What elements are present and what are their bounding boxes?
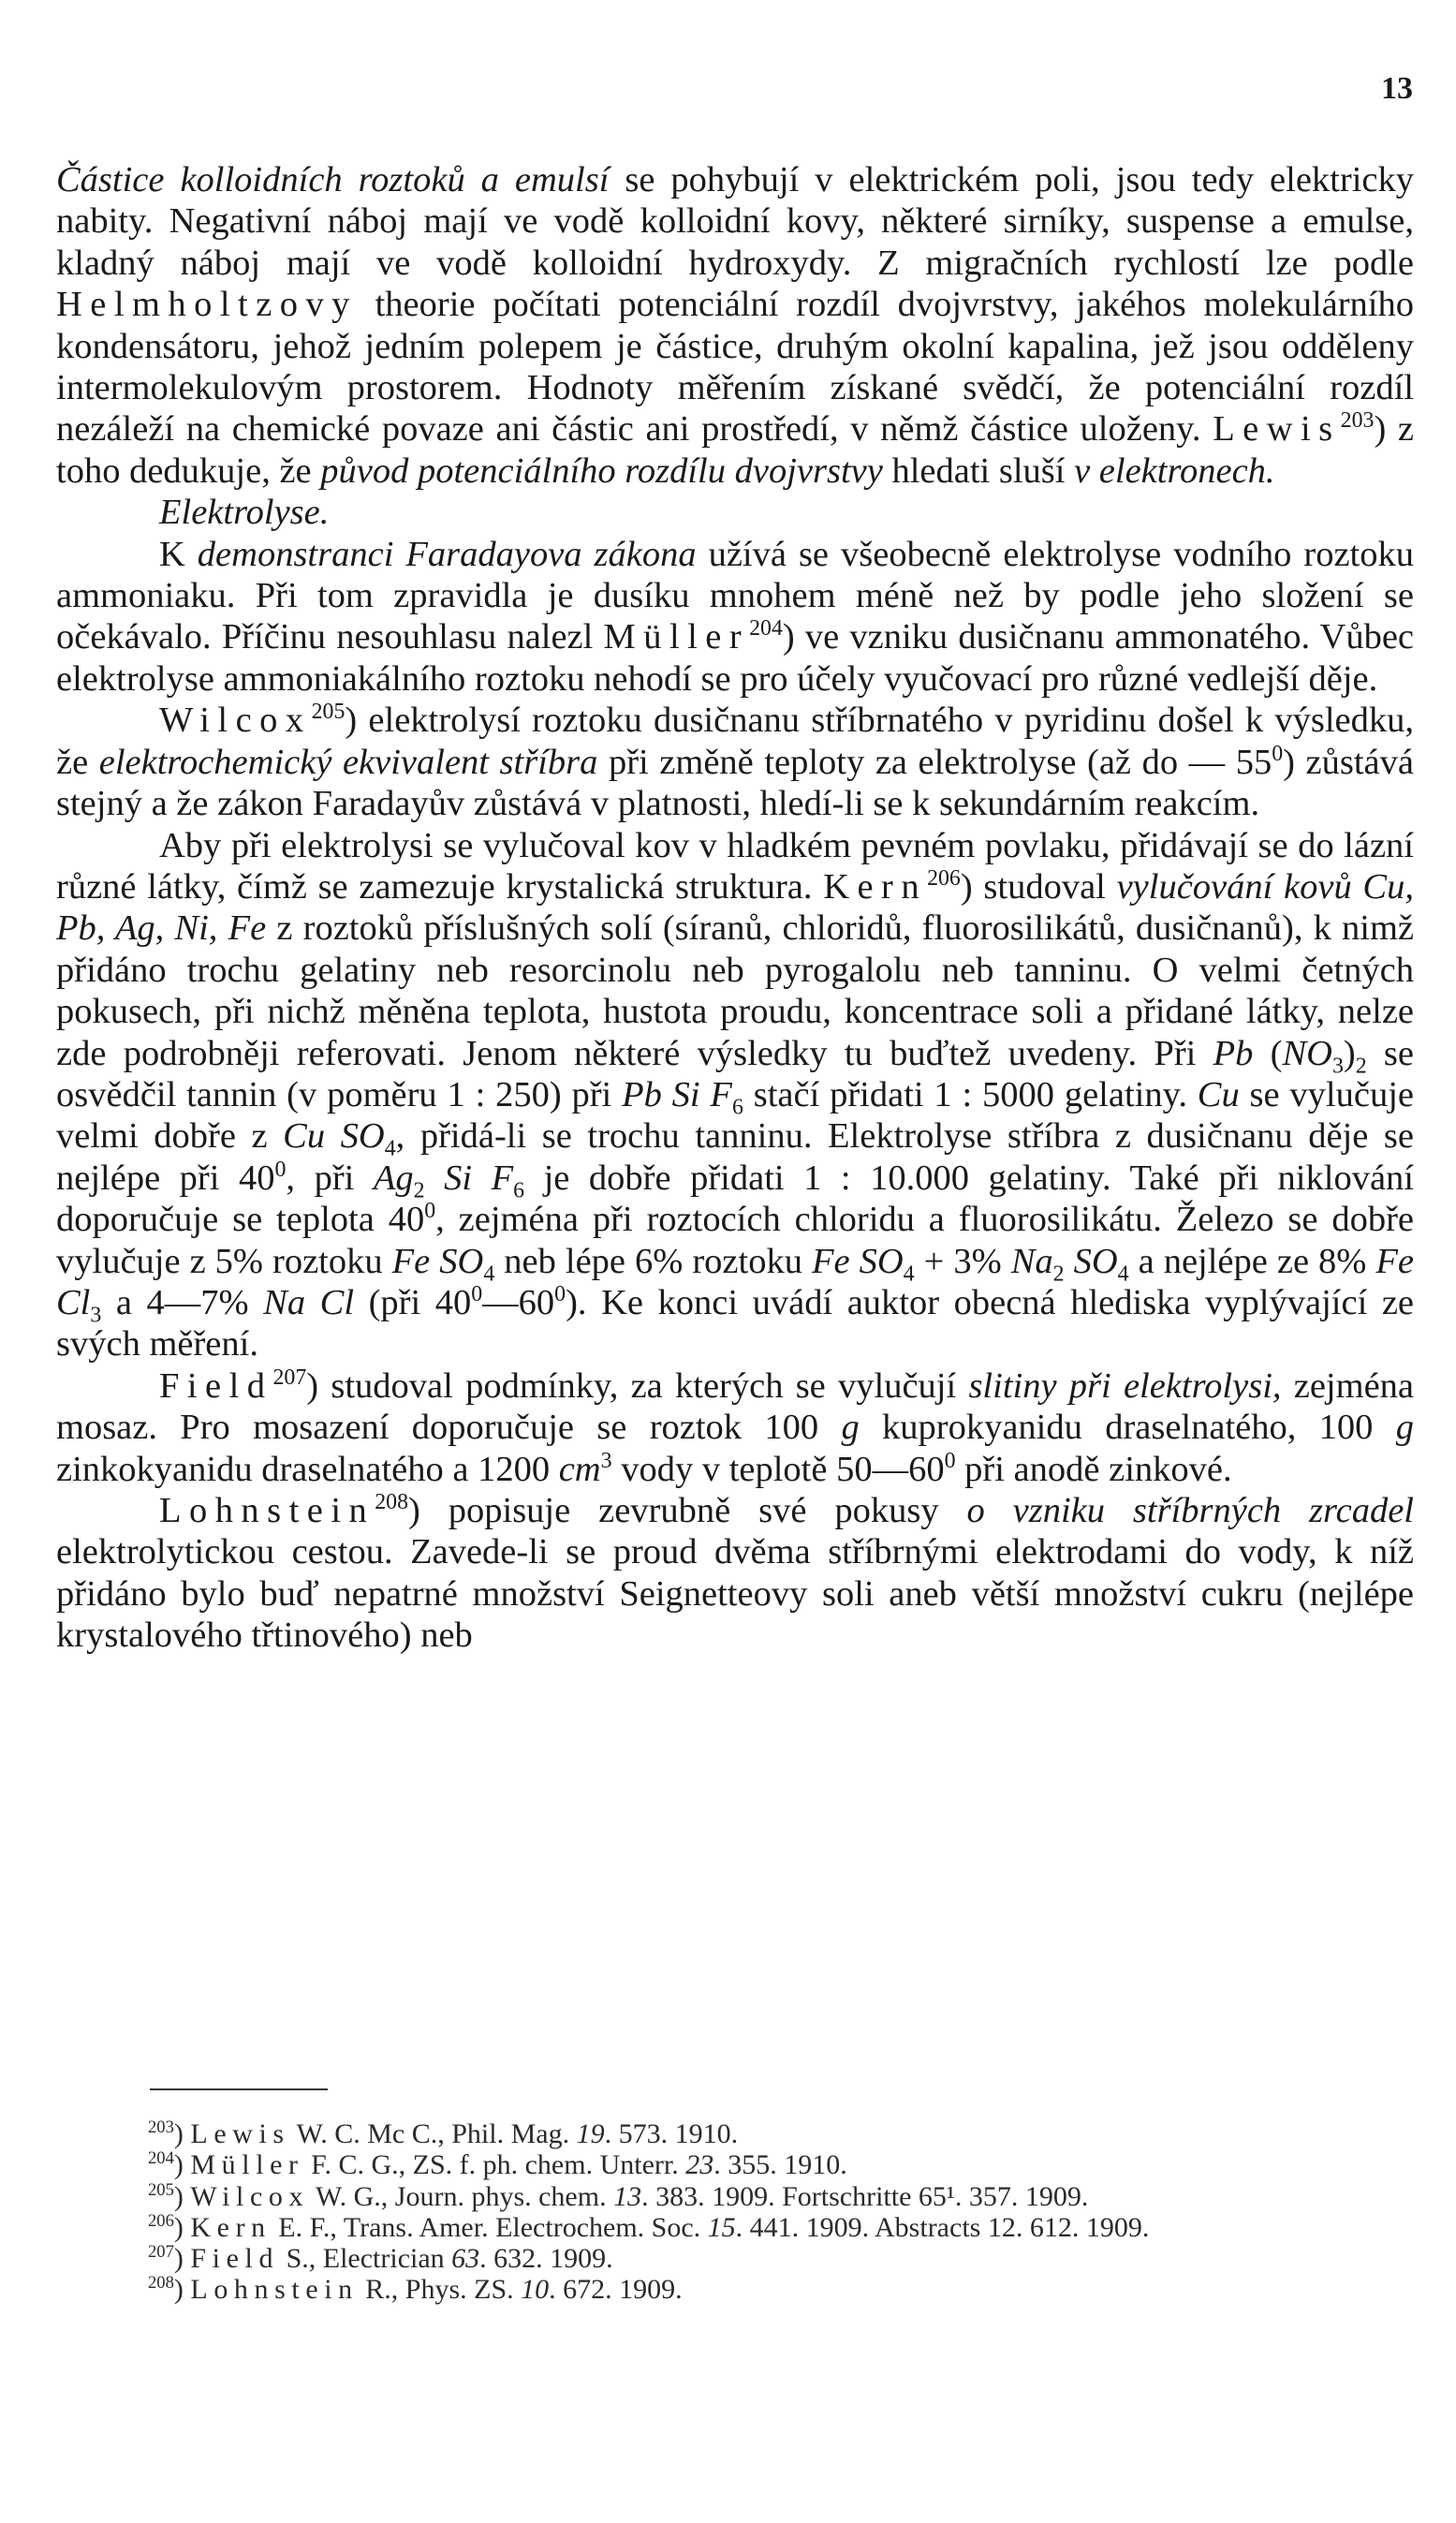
text-run: a nejlépe ze 8% [1128,1241,1376,1281]
subscript: 2 [413,1178,425,1203]
author-name: Lohnstein [190,2274,359,2306]
author-name: Lewis [1213,409,1341,450]
text-run: theorie počítati potenciální rozdíl dvojvrstvy, jakéhos molekulárního kondensátoru, jehož jedním polepem je částice, druhým okolní kapalina, jež jsou odděleny intermolekulovým prostorem. Hodnoty měřením získané svědčí, že potenciální rozdíl nezáleží na chemické povaze ani částic ani prostředí, v němž částice uloženy. [56,285,1414,450]
text-run: ) [173,2180,191,2212]
volume: 10 [521,2274,550,2306]
italic-phrase: původ potenciálního rozdílu dvojvrstvy [320,450,883,491]
text-run: elektrolytickou cestou. Zavede-li se proud dvěma stříbrnými elektrodami do vody, k níž přidáno bylo buď nepatrné množství Seignetteovy soli aneb větší množství cukru (nejlépe krystalového třtinového) neb [56,1532,1414,1656]
footnote-number: 206 [148,2210,174,2231]
footnote-ref: 207 [272,1365,307,1390]
formula: Fe SO [391,1241,484,1281]
main-text [56,159,1414,1657]
footnote-ref: 208 [375,1490,409,1515]
text-run: (při 40 [354,1282,472,1322]
author-name: Wilcox [190,2180,310,2212]
subscript: 2 [1355,1054,1367,1079]
unit: g [841,1408,860,1448]
italic-phrase: elektrochemický ekvivalent stříbra [98,742,598,782]
author-name: Müller [190,2149,304,2181]
text-run: —60 [482,1282,555,1322]
text-run: ) studoval [960,866,1117,907]
text-run: , při [286,1158,374,1198]
italic-phrase: demonstranci Faradayova zákona [197,534,697,574]
degree-mark: 0 [274,1157,287,1182]
author-name: Helmholtzovy [56,285,358,325]
author-name: Kern [823,866,928,907]
author-name: Lohnstein [159,1491,375,1530]
text-run: ) ve vzniku dusičnanu ammonatého. Vůbec elektrolyse ammoniakálního roztoku nehodí se pro účely vyučovací pro různé vedlejší děje. [56,617,1415,699]
formula: Fe SO [811,1241,904,1281]
text-run: při změně teploty za elektrolyse (až do — 55 [597,742,1272,782]
formula: Si F [424,1158,514,1198]
text-run: zinkokyanidu draselnatého a 1200 [56,1449,559,1489]
author-name: Kern [190,2211,272,2243]
italic-phrase: vylučování kovů Cu, Pb, Ag, Ni, Fe [56,866,1414,949]
text-run: F. C. G., ZS. f. ph. chem. Unterr. [303,2149,686,2181]
unit: g [1395,1408,1414,1448]
formula: NO [1282,1033,1332,1073]
text-run: E. F., Trans. Amer. Electrochem. Soc. [271,2211,708,2243]
text-run: ( [1253,1033,1283,1073]
page-number: 13 [1381,71,1413,106]
text-run: , přidá-li se trochu tanninu. Elektrolyse stříbra z dusičnanu děje se nejlépe při 40 [56,1116,1414,1198]
text-run: ) z toho dedukuje, že [56,409,1414,491]
superscript: 3 [600,1448,612,1473]
text-run: ) [173,2274,191,2306]
text-run: ) zůstává stejný a že zákon Faradayův zůstává v platnosti, hledí-li se k sekundárním reakcím. [56,742,1414,824]
text-run: ) studoval podmínky, za kterých se vylučují [306,1365,969,1406]
subscript: 4 [903,1262,915,1287]
text-run: ) popisuje zevrubně své pokusy [408,1491,967,1530]
text-run: hledati sluší [882,450,1075,491]
text-run: Aby při elektrolysi se vylučoval kov v hladkém pevném povlaku, přidávají se do lázní různé látky, čímž se zamezuje krystalická struktura. [56,825,1414,907]
paragraph-field [56,1365,1414,1490]
text-run: při anodě zinkové. [955,1449,1232,1489]
footnote [56,2243,1414,2274]
volume: 13 [613,2180,642,2212]
footnote [56,2274,1414,2305]
footnote [56,2181,1414,2212]
paragraph-wilcox [56,700,1414,824]
formula: Pb [1213,1033,1254,1073]
text-run: . 632. 1909. [479,2243,613,2275]
footnote [56,2149,1414,2180]
volume: 19 [576,2118,605,2149]
footnote-number: 203 [148,2117,174,2137]
italic-phrase: v elektronech. [1074,450,1275,491]
text-run: je dobře přidati 1 : 10.000 gelatiny. Také při niklování doporučuje se teplota 40 [56,1158,1414,1240]
volume: 15 [707,2211,736,2243]
degree-mark: 0 [424,1199,436,1224]
text-run: + 3% [914,1241,1011,1281]
degree-mark: 0 [471,1282,483,1307]
text-run: vody v teplotě 50—60 [611,1449,945,1489]
text-run: se pohybují v elektrickém poli, jsou tedy elektricky nabity. Negativní náboj mají ve vodě kolloidní kovy, některé sirníky, suspense a emulse, kladný náboj mají ve vodě kolloidní hydroxydy. Z migračních rychlostí lze podle [56,160,1414,283]
author-name: Lewis [190,2118,290,2149]
formula: SO [1064,1241,1118,1281]
text-run: stačí přidati 1 : 5000 gelatiny. [743,1074,1198,1114]
text-run: ) [173,2243,191,2275]
degree-mark: 0 [554,1282,566,1307]
subscript: 6 [513,1178,525,1203]
text-run: se osvědčil tannin (v poměru 1 : 250) při [56,1033,1415,1114]
subscript: 3 [1331,1054,1344,1079]
footnote-ref: 203 [1340,408,1375,434]
text-run: W. G., Journ. phys. chem. [309,2180,614,2212]
text-run: . 573. 1910. [604,2118,739,2149]
text-run: . 672. 1909. [549,2274,683,2306]
text-run: . 355. 1910. [713,2149,847,2181]
paragraph-faraday [56,534,1414,701]
formula: Fe Cl [56,1241,1414,1322]
formula: Pb Si F [622,1074,732,1114]
text-run: neb lépe 6% roztoku [494,1241,812,1281]
text-run: ) [173,2211,191,2243]
footnote-divider [150,2088,328,2090]
footnote-number: 204 [148,2148,174,2169]
text-run: a 4—7% [101,1282,264,1322]
text-run: ) elektrolysí roztoku dusičnanu stříbrnatého v pyridinu došel k výsledku, že [56,701,1414,782]
text-run: R., Phys. ZS. [358,2274,522,2306]
text-run: , zejména při roztocích chloridu a fluorosilikátu. Železo se dobře vylučuje z 5% roztoku [56,1200,1414,1281]
footnotes [56,2118,1414,2306]
footnote-ref: 204 [749,616,783,642]
italic-phrase: Částice kolloidních roztoků a emulsí [56,160,610,199]
italic-phrase: o vzniku stříbrných zrcadel [966,1491,1414,1530]
paragraph-kern [56,825,1414,1365]
footnote [56,2118,1414,2149]
degree-mark: 0 [1272,741,1284,766]
degree-mark: 0 [944,1448,956,1473]
italic-phrase: slitiny při elektrolysi, [968,1365,1282,1406]
subscript: 3 [90,1303,102,1328]
volume: 23 [685,2149,714,2181]
subscript: 2 [1052,1262,1065,1287]
paragraph-colloid-particles [56,159,1414,492]
text-run: K [159,534,198,574]
section-heading: Elektrolyse. [159,493,330,533]
subscript: 4 [384,1137,396,1162]
formula: Na [1010,1241,1053,1281]
text-run: S., Electrician [279,2243,452,2275]
text-run: W. C. Mc C., Phil. Mag. [289,2118,577,2149]
formula: Cu [1197,1074,1240,1114]
unit: cm [558,1449,601,1489]
text-run: užívá se všeobecně elektrolyse vodního roztoku ammoniaku. Při tom zpravidla je dusíku mnohem méně než by podle jeho složení se očekávalo. Příčinu nesouhlasu nalezl [56,534,1414,657]
text-run: kuprokyanidu draselnatého, 100 [859,1408,1396,1448]
text-run: ) [173,2118,191,2149]
footnote-number: 205 [148,2179,174,2200]
subscript: 6 [731,1095,743,1120]
formula: Ag [373,1158,414,1198]
footnote-number: 207 [148,2242,174,2263]
author-name: Field [159,1365,273,1406]
footnote-number: 208 [148,2273,174,2294]
text-run: ). Ke konci uvádí auktor obecná hlediska vyplývající ze svých měření. [56,1282,1414,1365]
footnote-ref: 205 [311,700,346,725]
volume: 63 [451,2243,480,2275]
text-run: se vylučuje velmi dobře z [56,1074,1415,1157]
subscript: 4 [483,1262,495,1287]
footnote-ref: 206 [927,866,961,892]
text-run: ) [1343,1033,1356,1073]
author-name: Wilcox [159,701,312,741]
author-name: Field [190,2243,280,2275]
text-run: z roztoků příslušných solí (síranů, chloridů, fluorosilikátů, dusičnanů), k nimž přidáno trochu gelatiny neb resorcinolu neb pyrogalolu neb tanninu. O velmi četných pokusech, při nichž měněna teplota, hustota proudu, koncentrace soli a přidané látky, nelze zde podrobněji referovati. Jenom některé výsledky tu buďtež uvedeny. Při [56,908,1414,1073]
author-name: Müller [603,617,750,657]
text-run: zejména mosaz. Pro mosazení doporučuje se roztok 100 [56,1365,1415,1448]
text-run: . 441. 1909. Abstracts 12. 612. 1909. [735,2211,1150,2243]
paragraph-lohnstein [56,1490,1414,1657]
subscript: 4 [1117,1262,1129,1287]
text-run: . 383. 1909. Fortschritte 65¹. 357. 1909. [641,2180,1089,2212]
formula: Na Cl [263,1282,355,1322]
footnote [56,2212,1414,2243]
formula: Cu SO [283,1116,385,1157]
text-run: ) [173,2149,191,2181]
